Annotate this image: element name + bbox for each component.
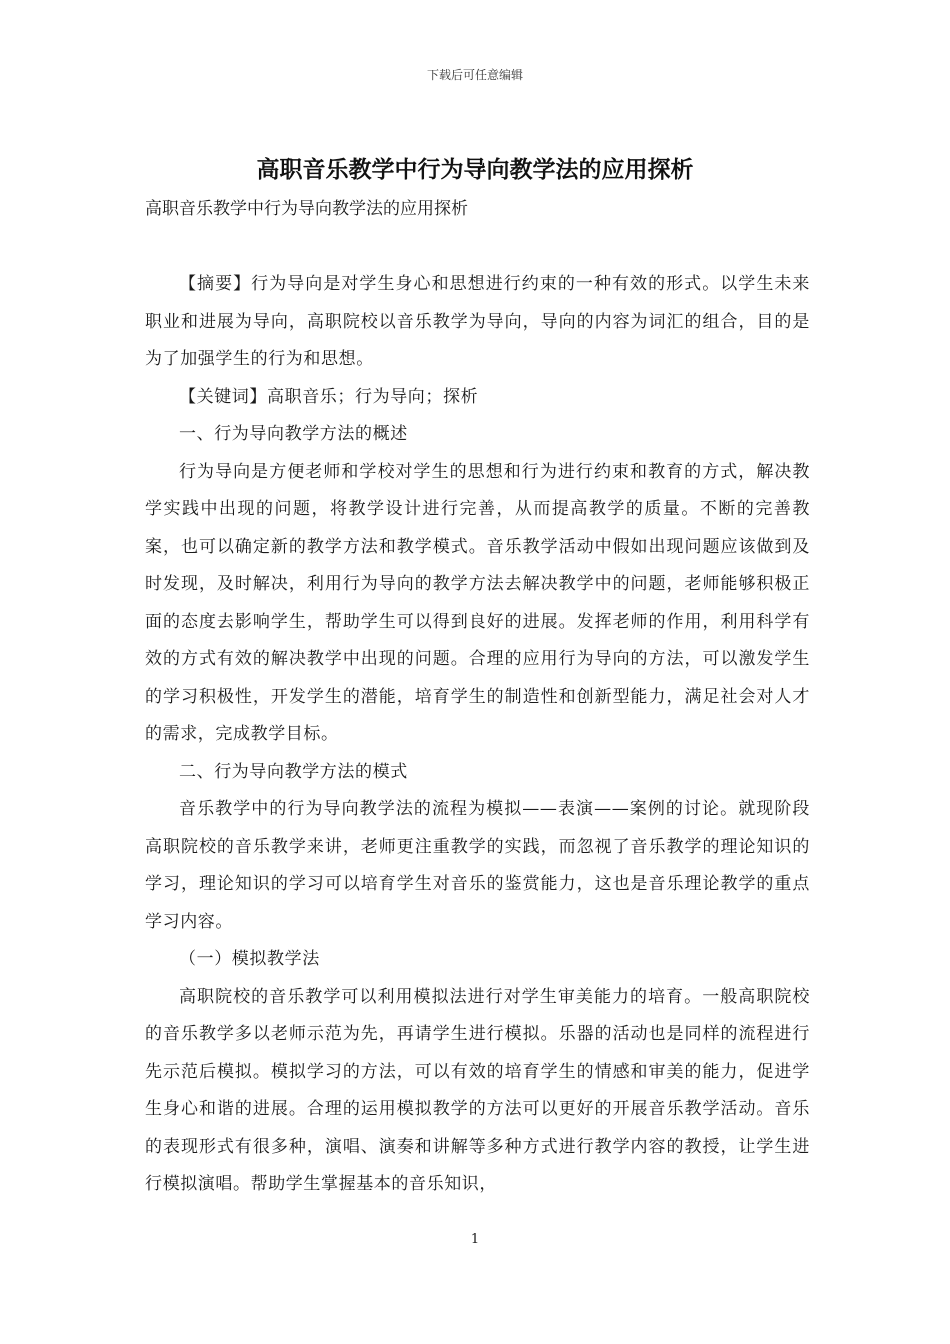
section-heading-1: 一、行为导向教学方法的概述 (179, 424, 408, 444)
document-subtitle: 高职音乐教学中行为导向教学法的应用探析 (145, 199, 468, 219)
header-note: 下载后可任意编辑 (426, 68, 523, 82)
subsection-heading-1: （一）模拟教学法 (179, 949, 320, 969)
section-heading-2: 二、行为导向教学方法的模式 (179, 761, 408, 782)
keywords-line: 【关键词】高职音乐；行为导向；探析 (179, 386, 479, 407)
document-title: 高职音乐教学中行为导向教学法的应用探析 (256, 156, 694, 183)
body-paragraph: 行为导向是方便老师和学校对学生的思想和行为进行约束和教育的方式，解决教学实践中出现的问题，将教学设计进行完善，从而提高教学的质量。不断的完善教案，也可以确定新的教学方法和教学模式。音乐教学活动中假如出现问题应该做到及时发现，及时解决，利用行为导向的教学方法去解决教学中的问题，老师能够积极正面的态度去影响学生，帮助学生可以得到良好的进展。发挥老师的作用，利用科学有效的方式有效的解决教学中出现的问题。合理的应用行为导向的方法，可以激发学生的学习积极性，开发学生的潜能，培育学生的制造性和创新型能力，满足社会对人才的需求，完成教学目标。 (145, 461, 810, 744)
page-number: 1 (470, 1232, 480, 1247)
document-body (145, 266, 810, 1204)
abstract-paragraph: 【摘要】行为导向是对学生身心和思想进行约束的一种有效的形式。以学生未来职业和进展为导向，高职院校以音乐教学为导向，导向的内容为词汇的组合，目的是为了加强学生的行为和思想。 (145, 274, 810, 369)
body-paragraph: 高职院校的音乐教学可以利用模拟法进行对学生审美能力的培育。一般高职院校的音乐教学多以老师示范为先，再请学生进行模拟。乐器的活动也是同样的流程进行先示范后模拟。模拟学习的方法，可以有效的培育学生的情感和审美的能力，促进学生身心和谐的进展。合理的运用模拟教学的方法可以更好的开展音乐教学活动。音乐的表现形式有很多种，演唱、演奏和讲解等多种方式进行教学内容的教授，让学生进行模拟演唱。帮助学生掌握基本的音乐知识， (145, 986, 810, 1194)
body-paragraph: 音乐教学中的行为导向教学法的流程为模拟——表演——案例的讨论。就现阶段高职院校的音乐教学来讲，老师更注重教学的实践，而忽视了音乐教学的理论知识的学习，理论知识的学习可以培育学生对音乐的鉴赏能力，这也是音乐理论教学的重点学习内容。 (145, 799, 810, 932)
